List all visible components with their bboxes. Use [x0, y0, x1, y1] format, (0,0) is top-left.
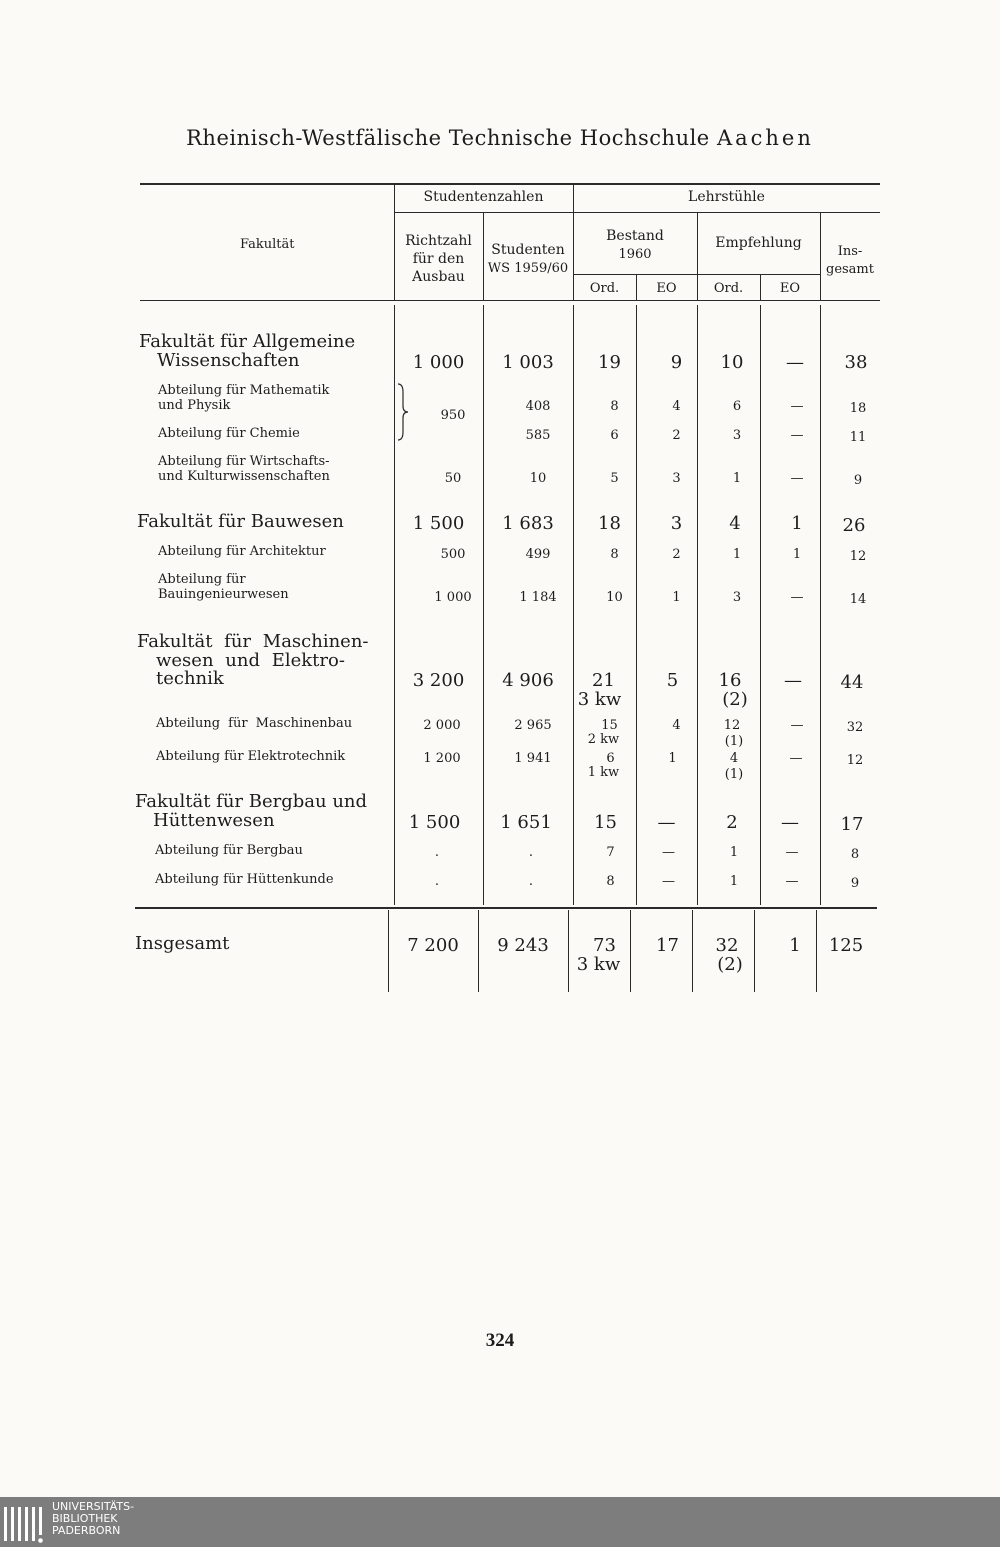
- row-label: Fakultät für Bergbau und: [135, 791, 368, 812]
- cell-richtzahl: 1 500: [412, 513, 465, 534]
- cell-empf-ord: 3: [732, 590, 742, 605]
- cell-studenten: 2 965: [514, 718, 552, 733]
- cell-empf-ord-paren: (2): [717, 954, 743, 975]
- cell-bestand-eo: 1: [668, 751, 677, 766]
- cell-empf-eo: 1: [791, 513, 803, 534]
- header-richtzahl-1: Richtzahl: [405, 233, 472, 249]
- cell-insgesamt: 8: [850, 847, 860, 862]
- header-bestand-2: 1960: [618, 247, 652, 262]
- header-studenten-1: Studenten: [491, 242, 565, 258]
- cell-bestand-ord-kw: 1 kw: [587, 765, 620, 780]
- cell-bestand-ord: 8: [606, 874, 615, 889]
- library-logo-icon: [2, 1505, 46, 1545]
- cell-empf-eo: —: [790, 428, 804, 443]
- cell-bestand-ord: 6: [610, 428, 619, 443]
- cell-bestand-ord: 21: [592, 670, 615, 691]
- header-bestand-ord: Ord.: [589, 281, 620, 296]
- cell-bestand-eo: 2: [672, 547, 681, 562]
- header-insgesamt-1: Ins-: [837, 244, 863, 259]
- row-label: und Physik: [158, 398, 231, 413]
- footer-bar: [0, 1497, 1000, 1547]
- row-label: Abteilung für Wirtschafts-: [158, 454, 330, 469]
- cell-bestand-ord: 6: [606, 751, 615, 766]
- row-label: Wissenschaften: [157, 350, 300, 371]
- header-richtzahl-3: Ausbau: [412, 269, 465, 285]
- header-lehrstuehle: Lehrstühle: [688, 189, 765, 205]
- cell-richtzahl: 1 500: [408, 812, 461, 833]
- cell-bestand-ord: 10: [606, 590, 623, 605]
- row-label: Abteilung für Maschinenbau: [156, 716, 353, 731]
- cell-empf-ord: 32: [715, 935, 739, 956]
- rule-header-bottom: [140, 300, 880, 301]
- row-label: Abteilung für Chemie: [158, 426, 300, 441]
- row-label: Abteilung für Mathematik: [158, 383, 330, 398]
- header-empfehlung: Empfehlung: [715, 235, 802, 251]
- header-bestand-1: Bestand: [606, 228, 664, 244]
- cell-studenten: 1 683: [502, 513, 554, 534]
- cell-insgesamt: 9: [853, 473, 863, 488]
- cell-empf-ord-paren: (1): [724, 767, 744, 782]
- cell-bestand-ord: 15: [601, 718, 618, 733]
- cell-insgesamt: 11: [849, 430, 867, 445]
- cell-empf-eo: —: [790, 471, 804, 486]
- cell-bestand-ord: 73: [593, 935, 616, 956]
- cell-richtzahl: .: [434, 874, 440, 889]
- row-label: wesen und Elektro-: [156, 650, 345, 671]
- cell-richtzahl: 1 200: [423, 751, 461, 766]
- row-label: Fakultät für Bauwesen: [137, 511, 344, 532]
- cell-bestand-eo: —: [662, 874, 675, 889]
- cell-bestand-ord: 7: [606, 845, 615, 860]
- cell-empf-ord-paren: (1): [724, 734, 744, 749]
- cell-bestand-eo: —: [662, 845, 675, 860]
- cell-empf-eo: —: [785, 874, 799, 889]
- row-label: Insgesamt: [135, 933, 230, 954]
- library-name-line: BIBLIOTHEK: [52, 1512, 118, 1525]
- cell-richtzahl: 1 000: [412, 352, 465, 373]
- cell-empf-ord: 12: [723, 718, 741, 733]
- cell-studenten: 1 003: [502, 352, 554, 373]
- cell-insgesamt: 12: [846, 753, 864, 768]
- library-name-line: PADERBORN: [52, 1524, 121, 1537]
- cell-studenten: .: [528, 845, 534, 860]
- cell-bestand-ord: 8: [610, 547, 619, 562]
- row-label: Fakultät für Allgemeine: [139, 331, 356, 352]
- cell-bestand-ord-kw: 3 kw: [577, 689, 622, 710]
- cell-empf-ord: 1: [732, 547, 742, 562]
- cell-empf-eo: 1: [792, 547, 802, 562]
- rule-top: [140, 183, 880, 185]
- cell-empf-eo: 1: [789, 935, 801, 956]
- cell-richtzahl: 500: [440, 547, 466, 562]
- library-name: [52, 1501, 134, 1537]
- row-label: technik: [156, 668, 224, 689]
- cell-empf-eo: —: [790, 590, 804, 605]
- title-city: Aachen: [716, 126, 814, 150]
- cell-bestand-eo: 4: [672, 399, 681, 414]
- cell-studenten: 10: [529, 471, 547, 486]
- cell-insgesamt: 14: [849, 592, 867, 607]
- cell-bestand-ord-kw: 2 kw: [587, 732, 620, 747]
- header-empf-eo: EO: [779, 281, 801, 296]
- cell-studenten: 4 906: [502, 670, 554, 691]
- cell-studenten: 1 651: [500, 812, 552, 833]
- cell-richtzahl: .: [434, 845, 440, 860]
- cell-bestand-eo: 2: [672, 428, 681, 443]
- header-richtzahl-2: für den: [412, 251, 465, 267]
- cell-richtzahl-shared: 950: [440, 408, 466, 423]
- row-label: Abteilung für: [158, 572, 246, 587]
- cell-richtzahl: 1 000: [434, 590, 472, 605]
- page-title: [0, 126, 1000, 150]
- cell-empf-ord: 2: [726, 812, 738, 833]
- cell-empf-eo: —: [790, 718, 804, 733]
- row-label: Abteilung für Architektur: [158, 544, 326, 559]
- row-label: Fakultät für Maschinen-: [137, 631, 369, 652]
- header-studentenzahlen: Studentenzahlen: [423, 189, 544, 205]
- cell-bestand-ord: 19: [598, 352, 621, 373]
- cell-bestand-ord: 8: [610, 399, 619, 414]
- cell-insgesamt: 125: [828, 935, 864, 956]
- row-label: Bauingenieurwesen: [158, 587, 289, 602]
- library-name-line: UNIVERSITÄTS-: [52, 1500, 135, 1513]
- header-studenten-2: WS 1959/60: [487, 261, 569, 276]
- cell-bestand-eo: 17: [656, 935, 679, 956]
- cell-bestand-eo: 1: [672, 590, 681, 605]
- row-label: Hüttenwesen: [153, 810, 275, 831]
- cell-studenten: .: [528, 874, 534, 889]
- cell-empf-eo: —: [781, 812, 799, 833]
- header-insgesamt-2: gesamt: [826, 262, 874, 277]
- cell-bestand-ord: 15: [594, 812, 617, 833]
- cell-richtzahl: 2 000: [423, 718, 461, 733]
- cell-empf-ord: 4: [729, 513, 741, 534]
- cell-bestand-eo: 4: [672, 718, 681, 733]
- cell-studenten: 9 243: [497, 935, 549, 956]
- header-empf-ord: Ord.: [713, 281, 744, 296]
- cell-bestand-eo: 3: [672, 471, 681, 486]
- cell-empf-eo: —: [789, 751, 803, 766]
- cell-bestand-ord-kw: 3 kw: [576, 954, 621, 975]
- cell-insgesamt: 32: [846, 720, 864, 735]
- cell-bestand-ord: 18: [598, 513, 621, 534]
- rule-group: [394, 212, 880, 213]
- cell-empf-ord: 16: [718, 670, 742, 691]
- cell-studenten: 1 941: [514, 751, 552, 766]
- header-bestand-eo: EO: [656, 281, 677, 296]
- cell-empf-ord: 6: [732, 399, 742, 414]
- cell-empf-ord-paren: (2): [722, 689, 748, 710]
- cell-empf-eo: —: [790, 399, 804, 414]
- cell-empf-ord: 4: [729, 751, 739, 766]
- cell-insgesamt: 44: [840, 672, 864, 693]
- cell-insgesamt: 38: [844, 352, 868, 373]
- cell-empf-ord: 1: [732, 471, 742, 486]
- row-label: Abteilung für Hüttenkunde: [155, 872, 334, 887]
- cell-empf-ord: 10: [720, 352, 744, 373]
- cell-empf-eo: —: [784, 670, 802, 691]
- cell-bestand-ord: 5: [610, 471, 619, 486]
- cell-insgesamt: 17: [840, 814, 864, 835]
- cell-insgesamt: 26: [842, 515, 866, 536]
- cell-empf-eo: —: [785, 845, 799, 860]
- cell-richtzahl: 7 200: [407, 935, 459, 956]
- cell-empf-ord: 3: [732, 428, 742, 443]
- row-label: Abteilung für Elektrotechnik: [156, 749, 346, 764]
- cell-empf-ord: 1: [729, 845, 739, 860]
- cell-insgesamt: 18: [849, 401, 867, 416]
- title-main: Rheinisch-Westfälische Technische Hochschule: [186, 126, 710, 150]
- cell-insgesamt: 9: [850, 876, 860, 891]
- cell-bestand-eo: 9: [670, 352, 683, 373]
- cell-insgesamt: 12: [849, 549, 867, 564]
- rule-total: [135, 907, 877, 909]
- cell-studenten: 1 184: [519, 590, 557, 605]
- cell-richtzahl: 50: [444, 471, 462, 486]
- cell-empf-eo: —: [786, 352, 804, 373]
- cell-bestand-eo: 5: [666, 670, 679, 691]
- cell-bestand-eo: 3: [670, 513, 683, 534]
- cell-richtzahl: 3 200: [412, 670, 465, 691]
- cell-empf-ord: 1: [729, 874, 739, 889]
- brace-icon: [396, 382, 410, 442]
- cell-bestand-eo: —: [657, 812, 676, 833]
- cell-studenten: 499: [525, 547, 551, 562]
- cell-studenten: 585: [525, 428, 551, 443]
- header-fakultaet: Fakultät: [240, 237, 295, 252]
- row-label: Abteilung für Bergbau: [155, 843, 303, 858]
- page-number: 324: [485, 1330, 515, 1351]
- row-label: und Kulturwissenschaften: [158, 469, 330, 484]
- cell-studenten: 408: [525, 399, 551, 414]
